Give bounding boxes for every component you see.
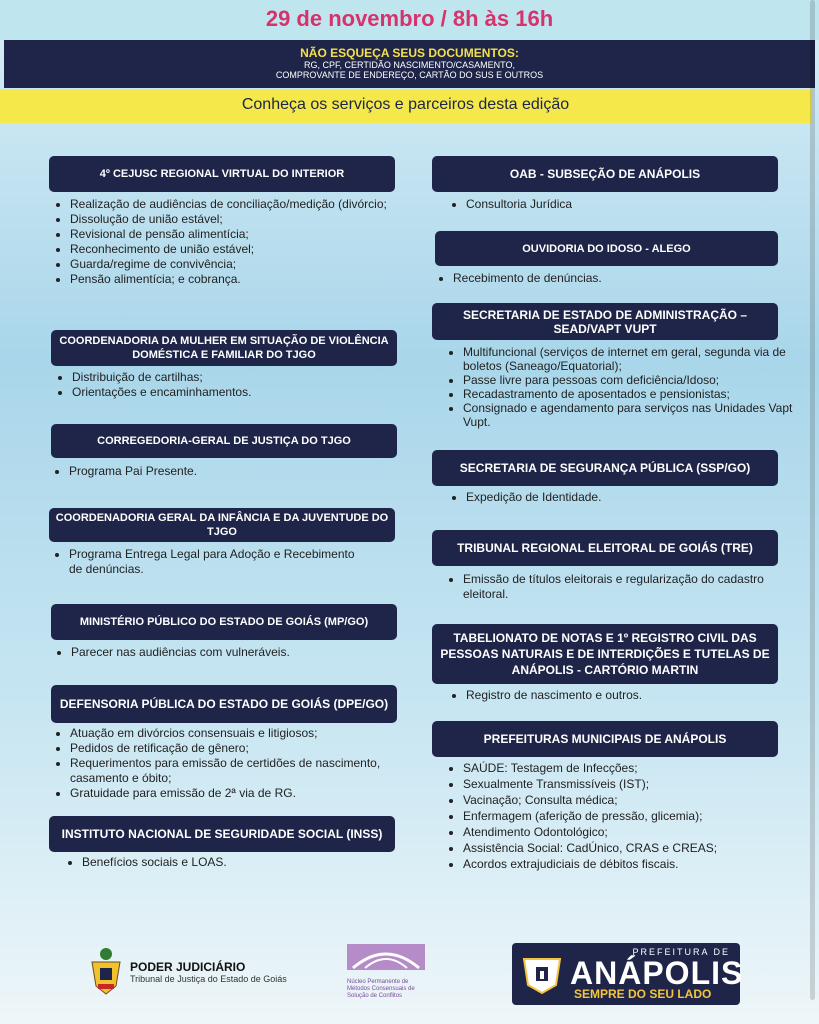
documents-band (4, 40, 815, 88)
section-header-defensoria: DEFENSORIA PÚBLICA DO ESTADO DE GOIÁS (DPE/GO) (51, 685, 397, 723)
section-header-infancia-juventude: COORDENADORIA GERAL DA INFÂNCIA E DA JUVENTUDE DO TJGO (49, 508, 395, 542)
list-item: • Registro de nascimento e outros. (466, 688, 786, 703)
nucleo-text: Núcleo Permanente de Métodos Consensuais de Solução de Conflitos (347, 979, 415, 999)
section-list-infancia-juventude (49, 547, 369, 577)
section-list-oab (446, 197, 786, 212)
list-item: • Programa Entrega Legal para Adoção e Recebimento de denúncias. (69, 547, 369, 577)
list-item: • Programa Pai Presente. (69, 464, 409, 479)
section-list-ouvidoria-idoso (433, 271, 783, 286)
list-item: • Assistência Social: CadÚnico, CRAS e CREAS; (463, 840, 795, 856)
list-item: • Revisional de pensão alimentícia; (70, 227, 410, 242)
list-item: • Enfermagem (aferição de pressão, glicemia); (463, 808, 795, 824)
list-item: • Vacinação; Consulta médica; (463, 792, 795, 808)
section-list-corregedoria (49, 464, 409, 479)
list-item: • Sexualmente Transmissíveis (IST); (463, 776, 795, 792)
section-list-prefeituras (443, 760, 795, 872)
list-item: • SAÚDE: Testagem de Infecções; (463, 760, 795, 776)
section-header-seguranca-publica: SECRETARIA DE SEGURANÇA PÚBLICA (SSP/GO) (432, 450, 778, 486)
list-item: • Multifuncional (serviços de internet em geral, segunda via de boletos (Saneago/Equatorial); (463, 345, 795, 373)
list-item: • Expedição de Identidade. (466, 490, 786, 505)
section-header-cejusc: 4º CEJUSC REGIONAL VIRTUAL DO INTERIOR (49, 156, 395, 192)
list-item: • Recebimento de denúncias. (453, 271, 783, 286)
poder-judiciario-name: PODER JUDICIÁRIO (130, 960, 246, 974)
section-list-ministerio-publico (51, 645, 411, 660)
poder-judiciario-logo (130, 960, 330, 984)
nucleo-logo (347, 944, 427, 1006)
section-list-tabelionato (446, 688, 786, 703)
list-item: • Passe livre para pessoas com deficiência/Idoso; (463, 373, 795, 387)
scrollbar[interactable] (810, 0, 815, 1000)
prefeitura-anapolis-logo (512, 943, 744, 1005)
nucleo-emblem-icon (347, 944, 425, 970)
list-item: • Pensão alimentícia; e cobrança. (70, 272, 410, 287)
section-list-cejusc (50, 197, 410, 287)
section-header-coordenadoria-mulher: COORDENADORIA DA MULHER EM SITUAÇÃO DE VIOLÊNCIA DOMÉSTICA E FAMILIAR DO TJGO (51, 330, 397, 366)
subtitle-band (0, 89, 811, 123)
list-item: • Atendimento Odontológico; (463, 824, 795, 840)
list-item: • Acordos extrajudiciais de débitos fiscais. (463, 856, 795, 872)
section-header-inss: INSTITUTO NACIONAL DE SEGURIDADE SOCIAL (INSS) (49, 816, 395, 852)
section-list-seguranca-publica (446, 490, 786, 505)
anapolis-crest-icon (520, 953, 564, 997)
poder-judiciario-crest-icon (86, 944, 126, 996)
section-header-corregedoria: CORREGEDORIA-GERAL DE JUSTIÇA DO TJGO (51, 424, 397, 458)
list-item: • Pedidos de retificação de gênero; (70, 741, 400, 756)
section-header-tabelionato: TABELIONATO DE NOTAS E 1º REGISTRO CIVIL DAS PESSOAS NATURAIS E DE INTERDIÇÕES E TUTELAS DE ANÁPOLIS - CARTÓRIO MARTIN (432, 624, 778, 684)
anapolis-name: ANÁPOLIS (570, 955, 744, 991)
poder-judiciario-subtitle: Tribunal de Justiça do Estado de Goiás (130, 974, 287, 984)
section-list-tre (443, 572, 793, 602)
section-header-prefeituras: PREFEITURAS MUNICIPAIS DE ANÁPOLIS (432, 721, 778, 757)
section-header-ministerio-publico: MINISTÉRIO PÚBLICO DO ESTADO DE GOIÁS (MP/GO) (51, 604, 397, 640)
section-header-oab: OAB - SUBSEÇÃO DE ANÁPOLIS (432, 156, 778, 192)
list-item: • Distribuição de cartilhas; (72, 370, 412, 385)
section-header-tre: TRIBUNAL REGIONAL ELEITORAL DE GOIÁS (TRE) (432, 530, 778, 566)
list-item: • Reconhecimento de união estável; (70, 242, 410, 257)
section-header-ouvidoria-idoso: OUVIDORIA DO IDOSO - ALEGO (435, 231, 778, 266)
prefeitura-label: PREFEITURA DE (632, 947, 730, 957)
list-item: • Parecer nas audiências com vulneráveis. (71, 645, 411, 660)
list-item: • Atuação em divórcios consensuais e litigiosos; (70, 726, 400, 741)
section-list-sead (443, 345, 795, 429)
list-item: • Guarda/regime de convivência; (70, 257, 410, 272)
list-item: • Benefícios sociais e LOAS. (82, 855, 402, 870)
section-header-sead: SECRETARIA DE ESTADO DE ADMINISTRAÇÃO – SEAD/VAPT VUPT (432, 303, 778, 340)
list-item: • Emissão de títulos eleitorais e regularização do cadastro eleitoral. (463, 572, 793, 602)
section-list-defensoria (50, 726, 400, 801)
list-item: • Consultoria Jurídica (466, 197, 786, 212)
documents-list: RG, CPF, CERTIDÃO NASCIMENTO/CASAMENTO, COMPROVANTE DE ENDEREÇO, CARTÃO DO SUS E OUTROS (275, 60, 544, 80)
list-item: • Dissolução de união estável; (70, 212, 410, 227)
list-item: • Realização de audiências de conciliação/medição (divórcio; (70, 197, 410, 212)
list-item: • Requerimentos para emissão de certidões de nascimento, casamento e óbito; (70, 756, 400, 786)
event-date: 29 de novembro / 8h às 16h (265, 6, 554, 31)
documents-title: NÃO ESQUEÇA SEUS DOCUMENTOS: (300, 46, 519, 60)
list-item: • Gratuidade para emissão de 2ª via de RG. (70, 786, 400, 801)
list-item: • Recadastramento de aposentados e pensionistas; (463, 387, 795, 401)
subtitle: Conheça os serviços e parceiros desta edição (241, 96, 570, 113)
section-list-coordenadoria-mulher (52, 370, 412, 400)
section-list-inss (62, 855, 402, 870)
list-item: • Consignado e agendamento para serviços nas Unidades Vapt Vupt. (463, 401, 795, 429)
list-item: • Orientações e encaminhamentos. (72, 385, 412, 400)
anapolis-tagline: SEMPRE DO SEU LADO (574, 987, 712, 1001)
